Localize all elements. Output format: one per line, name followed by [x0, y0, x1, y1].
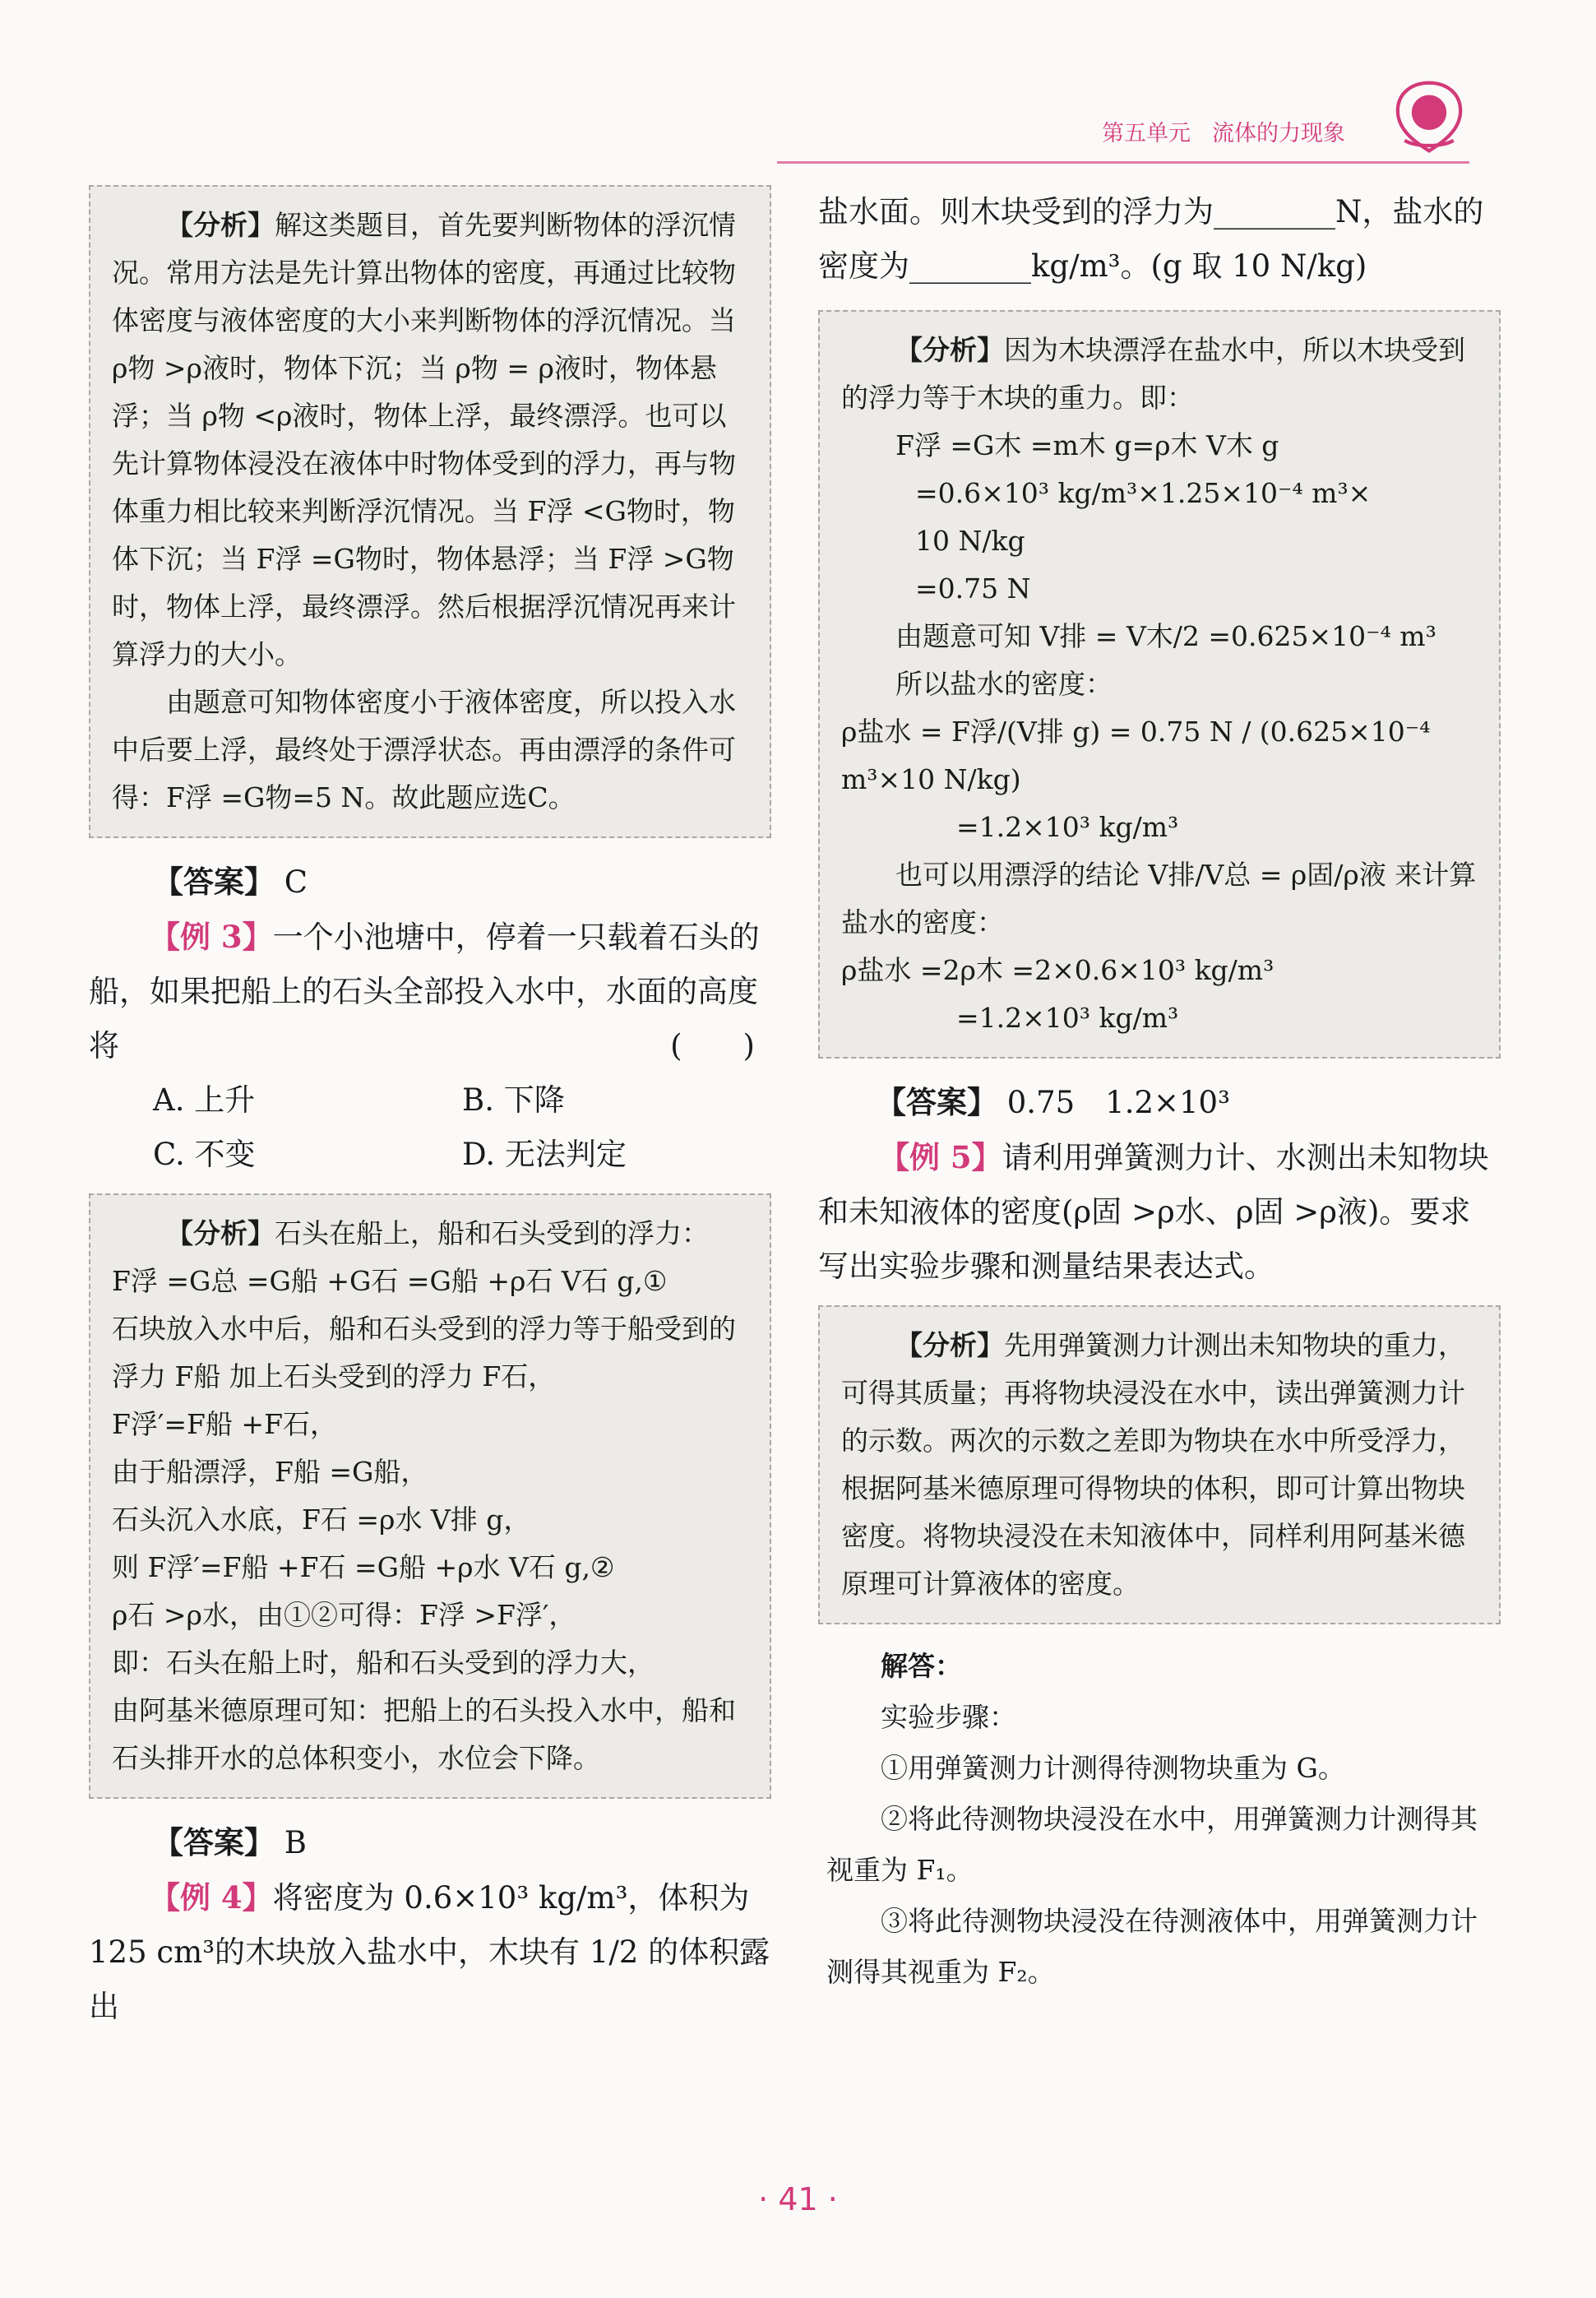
- answer-label: 【答案】: [153, 1824, 275, 1860]
- answer-line-2: [89, 1815, 771, 1870]
- equation-line: 10 N/kg: [915, 525, 1025, 557]
- page-number: · 41 ·: [758, 2181, 838, 2217]
- analysis-label: 【分析】: [895, 334, 1004, 366]
- analysis-box-2: [89, 1193, 771, 1799]
- analysis-line: 石头在船上，船和石头受到的浮力：: [275, 1217, 709, 1249]
- header-divider: [777, 161, 1469, 164]
- answer-label: 【答案】: [876, 1084, 997, 1120]
- analysis-line: 即：石头在船上时，船和石头受到的浮力大，: [112, 1647, 655, 1679]
- analysis-text: 解这类题目，首先要判断物体的浮沉情况。常用方法是先计算出物体的密度，再通过比较物体密度与液体密度的大小来判断物体的浮沉情况。当 ρ物 >ρ液时，物体下沉；当 ρ物 = ρ液时，物体悬浮；当 ρ物 <ρ液时，物体上浮，最终漂浮。也可以先计算物体浸没在液体中时物体受到的浮力，再与物体重力相比较来判断浮沉情况。当 F浮 <G物时，物体下沉；当 F浮 =G物时，物体悬浮；当 F浮 >G物时，物体上浮，最终漂浮。然后根据浮沉情况再来计算浮力的大小。: [112, 209, 736, 670]
- analysis-box-3: [818, 310, 1501, 1059]
- analysis-line: ρ石 >ρ水，由①②可得：F浮 >F浮′，: [112, 1599, 576, 1631]
- analysis-line: F浮′=F船 +F石，: [112, 1408, 337, 1440]
- example-4-label: 【例 4】: [150, 1879, 273, 1916]
- equation-line: =1.2×10³ kg/m³: [956, 1002, 1179, 1034]
- equation-line: =0.75 N: [915, 572, 1031, 605]
- equation-line: F浮 =G木 =m木 g=ρ木 V木 g: [895, 429, 1279, 461]
- publisher-logo-icon: [1386, 72, 1473, 160]
- answer-value: B: [284, 1825, 307, 1860]
- analysis-label: 【分析】: [166, 209, 275, 241]
- option-d: D. 无法判定: [462, 1137, 627, 1172]
- solution-block: [818, 1641, 1501, 1998]
- equation-line: =0.6×10³ kg/m³×1.25×10⁻⁴ m³×: [915, 477, 1372, 509]
- step-1: ①用弹簧测力计测得待测物块重为 G。: [881, 1752, 1345, 1784]
- example-3-text: 一个小池塘中，停着一只载着石头的船，如果把船上的石头全部投入水中，水面的高度将: [89, 920, 760, 1063]
- left-column: [89, 185, 771, 2034]
- analysis-label: 【分析】: [166, 1217, 275, 1249]
- equation-line: =1.2×10³ kg/m³: [956, 811, 1179, 843]
- step-3: ③将此待测物块浸没在待测液体中，用弹簧测力计测得其视重为 F₂。: [826, 1905, 1478, 1988]
- analysis-box-4: [818, 1305, 1501, 1624]
- header-text: [1102, 115, 1345, 147]
- example-5-label: 【例 5】: [879, 1139, 1002, 1175]
- analysis-label: 【分析】: [895, 1329, 1004, 1361]
- equation-line: ρ盐水 = F浮/(V排 g) = 0.75 N / (0.625×10⁻⁴ m³×10 N/kg): [841, 716, 1431, 795]
- answer-value: C: [284, 864, 308, 900]
- answer-value: 0.75 1.2×10³: [1006, 1085, 1230, 1120]
- example-4-continued: 盐水面。则木块受到的浮力为________N，盐水的密度为________kg/m³。(g 取 10 N/kg): [818, 194, 1484, 284]
- header-title: 流体的力现象: [1212, 121, 1345, 146]
- answer-line-1: [89, 855, 771, 910]
- answer-paren: ( ): [670, 1028, 755, 1063]
- option-a: A. 上升: [153, 1082, 256, 1118]
- example-4: [89, 1870, 771, 2034]
- step-2: ②将此待测物块浸没在水中，用弹簧测力计测得其视重为 F₁。: [826, 1803, 1478, 1886]
- solution-label: 解答：: [881, 1650, 962, 1682]
- analysis-box-1: [89, 185, 771, 838]
- example-4-text: 将密度为 0.6×10³ kg/m³，体积为 125 cm³的木块放入盐水中，木块有 1/2 的体积露出: [89, 1880, 770, 2024]
- right-column: [818, 185, 1501, 1998]
- analysis-line: 所以盐水的密度：: [895, 668, 1113, 700]
- equation-line: ρ盐水 =2ρ木 =2×0.6×10³ kg/m³: [841, 954, 1274, 986]
- analysis-line: 由于船漂浮，F船 =G船，: [112, 1456, 428, 1488]
- analysis-text: 先用弹簧测力计测出未知物块的重力，可得其质量；再将物块浸没在水中，读出弹簧测力计的示数。两次的示数之差即为物块在水中所受浮力，根据阿基米德原理可得物块的体积，即可计算出物块密度。将物块浸没在未知液体中，同样利用阿基米德原理可计算液体的密度。: [841, 1329, 1465, 1600]
- analysis-line: 由阿基米德原理可知：把船上的石头投入水中，船和石头排开水的总体积变小，水位会下降。: [112, 1694, 736, 1774]
- example-5-text: 请利用弹簧测力计、水测出未知物块和未知液体的密度(ρ固 >ρ水、ρ固 >ρ液)。要求写出实验步骤和测量结果表达式。: [818, 1140, 1489, 1284]
- option-c: C. 不变: [153, 1137, 256, 1172]
- example-3: [89, 910, 771, 1073]
- analysis-line: 因为木块漂浮在盐水中，所以木块受到的浮力等于木块的重力。即：: [841, 334, 1465, 414]
- answer-label: 【答案】: [153, 864, 275, 900]
- example-3-options: [89, 1073, 771, 1182]
- analysis-line: 也可以用漂浮的结论 V排/V总 = ρ固/ρ液 来计算盐水的密度：: [841, 859, 1477, 938]
- steps-label: 实验步骤：: [881, 1701, 1016, 1733]
- analysis-line: 石头沉入水底，F石 =ρ水 V排 g，: [112, 1503, 531, 1536]
- analysis-line: 石块放入水中后，船和石头受到的浮力等于船受到的浮力 F船 加上石头受到的浮力 F石，: [112, 1313, 736, 1392]
- header-unit: 第五单元: [1102, 121, 1191, 146]
- analysis-text-2: 由题意可知物体密度小于液体密度，所以投入水中后要上浮，最终处于漂浮状态。再由漂浮的条件可得：F浮 =G物=5 N。故此题应选C。: [112, 686, 736, 813]
- example-3-label: 【例 3】: [150, 919, 273, 955]
- equation-line: 由题意可知 V排 = V木/2 =0.625×10⁻⁴ m³: [895, 620, 1436, 652]
- answer-line-3: [818, 1075, 1501, 1130]
- example-5: [818, 1130, 1501, 1294]
- analysis-line: 则 F浮′=F船 +F石 =G船 +ρ水 V石 g,②: [112, 1551, 615, 1583]
- analysis-line: F浮 =G总 =G船 +G石 =G船 +ρ石 V石 g,①: [112, 1265, 668, 1297]
- option-b: B. 下降: [462, 1082, 565, 1118]
